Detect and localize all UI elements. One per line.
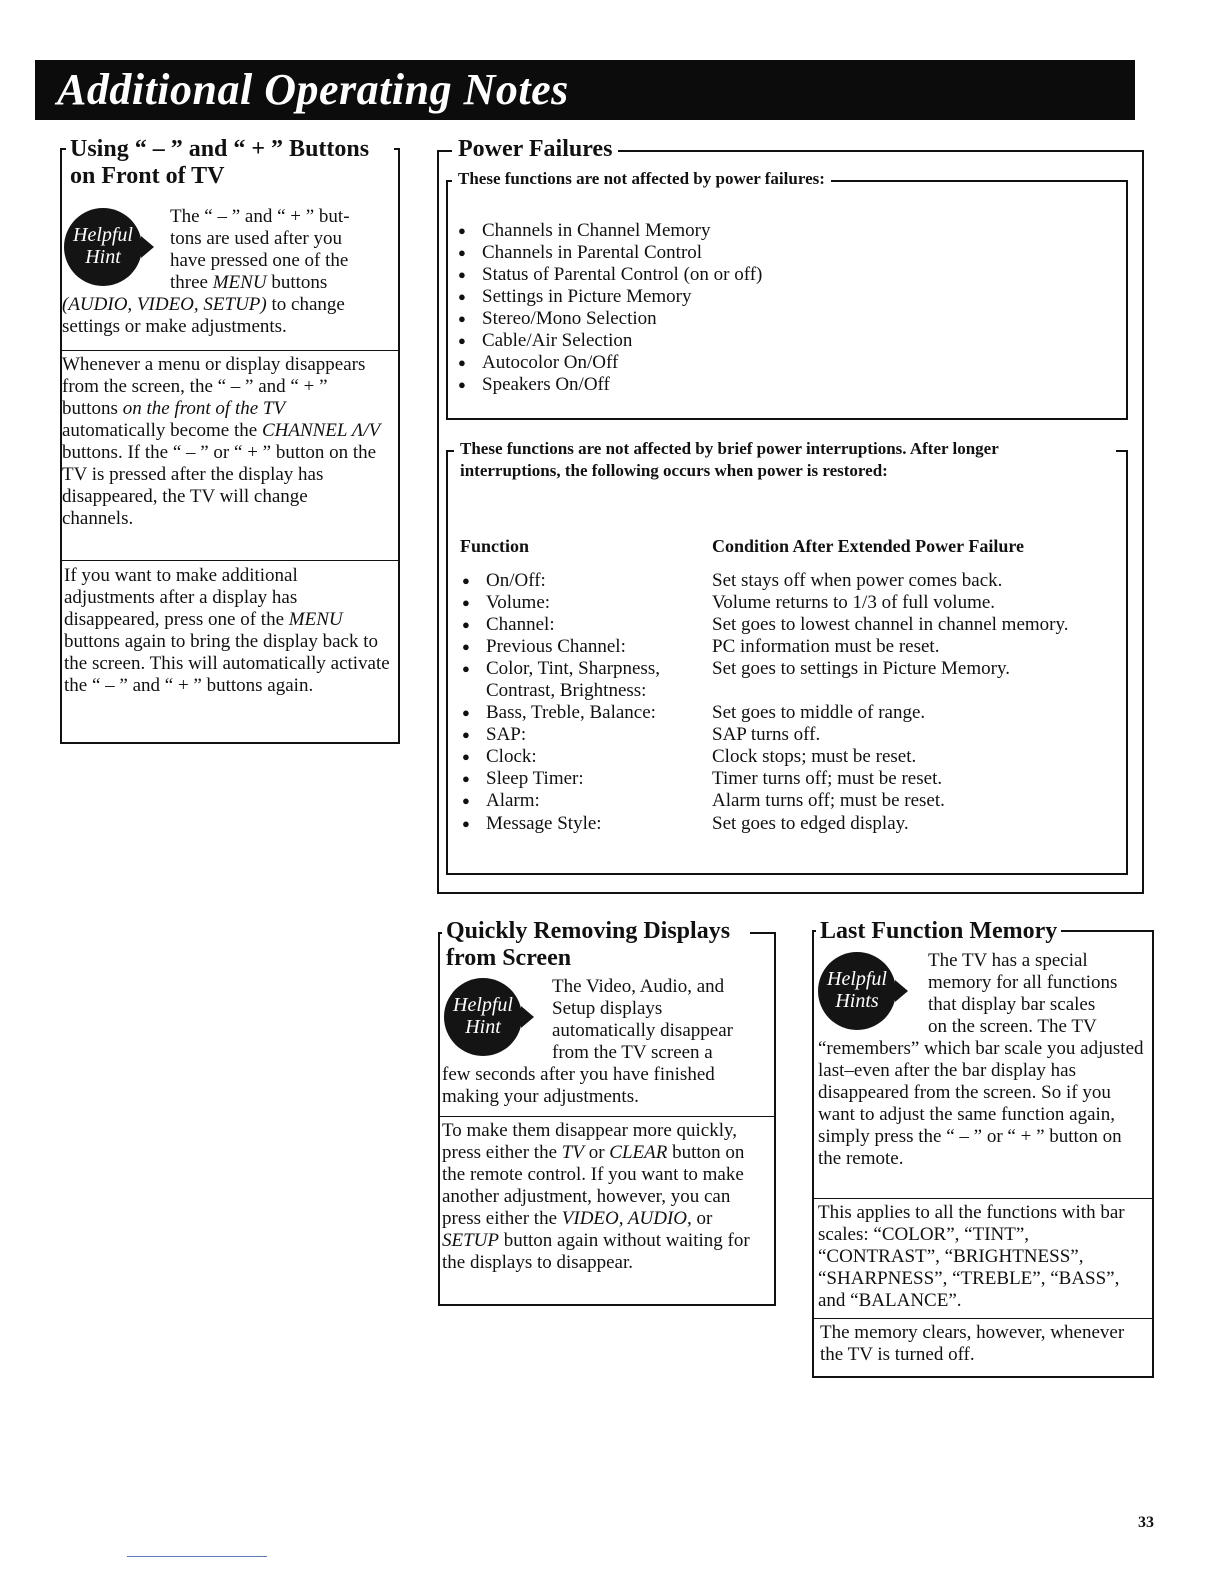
- menu-buttons-term: VIDEO, AUDIO,: [561, 1208, 692, 1229]
- footer-rule: [127, 1556, 267, 1557]
- last-function-para1: [818, 1038, 1144, 1170]
- condition-cell: Set goes to settings in Picture Memory.: [712, 658, 1010, 679]
- para-text: Whenever a menu or display disappears from the screen, the “ – ” and “ + ” buttons: [62, 354, 366, 419]
- plus-minus-heading-line2: on Front of TV: [70, 163, 225, 189]
- divider: [812, 1198, 1154, 1199]
- condition-cell: Volume returns to 1/3 of full volume.: [712, 592, 996, 613]
- condition-cell: Timer turns off; must be reset.: [712, 768, 943, 789]
- setup-button-term: SETUP: [442, 1230, 499, 1251]
- column-header-function: Function: [460, 536, 530, 556]
- list-item: ● Speakers On/Off: [456, 374, 1096, 396]
- para-text: buttons again to bring the display back to the screen. This will automatically activate the “ – ” and “ + ” buttons again.: [64, 631, 390, 696]
- hint-line: automatically disappear: [552, 1020, 733, 1041]
- hint-arrow-icon: [141, 236, 154, 258]
- power-failures-heading: [452, 136, 618, 163]
- unaffected-list: [456, 220, 1096, 396]
- divider: [60, 560, 400, 561]
- hint-line: tons are used after you: [170, 228, 342, 249]
- menu-buttons-term: (AUDIO, VIDEO, SETUP): [62, 294, 267, 315]
- para-text: button on the remote control. If you want to make another adjustment, however, you can press either the: [442, 1142, 745, 1229]
- function-cell-line1: ● Color, Tint, Sharpness,: [486, 658, 660, 679]
- plus-minus-para3: [64, 565, 392, 697]
- para-text: The memory clears, however, whenever the TV is turned off.: [820, 1322, 1125, 1365]
- para-text: buttons. If the “ – ” or “ + ” button on the TV is pressed after the display has disappeared, the TV will change channels.: [62, 442, 377, 529]
- para-text: button again without waiting for the displays to disappear.: [442, 1230, 750, 1273]
- quick-remove-heading-line2: from Screen: [446, 945, 572, 971]
- para-text: or: [691, 1208, 713, 1229]
- list-item: ● Stereo/Mono Selection: [456, 308, 1096, 330]
- para-text: automatically become the: [62, 420, 262, 441]
- brief-title-line1: These functions are not affected by brief power interruptions. After longer: [460, 439, 999, 458]
- para-text: to change settings or make adjustments.: [62, 294, 345, 337]
- hint-line: The “ – ” and “ + ” but-: [170, 206, 350, 227]
- function-cell: ● Channel:: [460, 614, 710, 636]
- last-function-para3: [820, 1322, 1140, 1366]
- clear-button-term: CLEAR: [609, 1142, 668, 1163]
- function-cell: ● Sleep Timer:: [460, 768, 710, 790]
- list-item: ● Autocolor On/Off: [456, 352, 1096, 374]
- hint-line: on the screen. The TV: [928, 1016, 1097, 1037]
- brief-title-line2: interruptions, the following occurs when power is restored:: [460, 461, 888, 480]
- para-text: This applies to all the functions with bar scales: “COLOR”, “TINT”, “CONTRAST”, “BRIGHTNESS”, “SHARPNESS”, “TREBLE”, “BASS”, and “BALANCE”.: [818, 1202, 1125, 1311]
- para-text: three: [170, 272, 213, 293]
- hint-label-line2: Hint: [85, 246, 121, 268]
- power-failure-table: [460, 536, 1160, 846]
- plus-minus-heading-line1: Using “ – ” and “ + ” Buttons: [70, 136, 370, 162]
- plus-minus-para2: [62, 354, 382, 530]
- condition-cell: Set goes to middle of range.: [712, 702, 926, 723]
- condition-cell: Alarm turns off; must be reset.: [712, 790, 945, 811]
- tv-button-term: TV: [561, 1142, 584, 1163]
- condition-cell: Set goes to edged display.: [712, 813, 909, 834]
- para-text: “remembers” which bar scale you adjusted last–even after the bar display has disappeared from the screen. So if you want to adjust the same function again, simply press the “ – ” or “ + ” button on the remote.: [818, 1038, 1144, 1169]
- condition-cell: SAP turns off.: [712, 724, 821, 745]
- divider: [812, 1318, 1154, 1319]
- list-item: ● Cable/Air Selection: [456, 330, 1096, 352]
- hint-line: memory for all functions: [928, 972, 1118, 993]
- last-function-heading: [816, 918, 1061, 945]
- list-item: ● Settings in Picture Memory: [456, 286, 1096, 308]
- condition-cell: PC information must be reset.: [712, 636, 940, 657]
- divider: [60, 350, 400, 351]
- hint-label-line2: Hint: [465, 1016, 501, 1038]
- function-cell: ● SAP:: [460, 724, 710, 746]
- menu-term: MENU: [288, 609, 343, 630]
- para-text: To make them disappear more quickly, press either the: [442, 1120, 738, 1163]
- hint-arrow-icon: [521, 1006, 534, 1028]
- quick-remove-para2: [442, 1120, 772, 1274]
- condition-cell: Clock stops; must be reset.: [712, 746, 917, 767]
- function-cell: ● Bass, Treble, Balance:: [460, 702, 710, 724]
- divider: [438, 1116, 776, 1117]
- unaffected-title-text: These functions are not affected by power failures:: [458, 169, 825, 188]
- function-cell: ● Previous Channel:: [460, 636, 710, 658]
- brief-interruptions-title: [454, 438, 1116, 482]
- quick-remove-heading-line1: Quickly Removing Displays: [446, 918, 731, 944]
- plus-minus-hint-text: [170, 206, 392, 272]
- hint-line: Setup displays: [552, 998, 663, 1019]
- quick-remove-hint-text: [552, 976, 772, 1064]
- front-of-tv-term: on the front of the TV: [122, 398, 286, 419]
- list-item: ● Channels in Channel Memory: [456, 220, 1096, 242]
- list-item: ● Status of Parental Control (on or off): [456, 264, 1096, 286]
- hint-label-line2: Hints: [835, 990, 879, 1012]
- helpful-hints-icon: [818, 952, 896, 1030]
- function-cell: [460, 658, 710, 702]
- hint-line: The Video, Audio, and: [552, 976, 725, 997]
- para-text: few seconds after you have finished making your adjustments.: [442, 1064, 715, 1107]
- hint-line: have pressed one of the: [170, 250, 349, 271]
- quick-remove-heading: [442, 918, 750, 972]
- condition-cell: Set goes to lowest channel in channel memory.: [712, 614, 1069, 635]
- power-failures-title: Power Failures: [458, 136, 613, 162]
- plus-minus-heading: [66, 136, 394, 190]
- page-title: Additional Operating Notes: [57, 65, 569, 114]
- hint-line: The TV has a special: [928, 950, 1088, 971]
- function-cell-line2: Contrast, Brightness:: [486, 680, 647, 701]
- column-header-condition: Condition After Extended Power Failure: [712, 536, 1024, 556]
- last-function-para2: [818, 1202, 1148, 1312]
- para-text: or: [583, 1142, 610, 1163]
- function-cell: ● Message Style:: [460, 813, 710, 835]
- menu-term: MENU: [212, 272, 267, 293]
- channel-term: CHANNEL Λ/V: [261, 420, 381, 441]
- unaffected-title: [452, 168, 831, 190]
- para-text: If you want to make additional adjustments after a display has disappeared, press one of the: [64, 565, 298, 630]
- function-cell: ● Alarm:: [460, 790, 710, 812]
- last-function-title: Last Function Memory: [820, 918, 1058, 944]
- hint-line: from the TV screen a: [552, 1042, 713, 1063]
- hint-line: that display bar scales: [928, 994, 1096, 1015]
- function-cell: ● Volume:: [460, 592, 710, 614]
- page-title-banner: [35, 60, 1135, 120]
- function-cell: ● On/Off:: [460, 570, 710, 592]
- hint-label-line1: Helpful: [453, 994, 513, 1016]
- condition-cell: Set stays off when power comes back.: [712, 570, 1003, 591]
- hint-arrow-icon: [895, 980, 908, 1002]
- plus-minus-para1: [62, 272, 388, 338]
- quick-remove-para1: [442, 1064, 762, 1108]
- para-text: buttons: [266, 272, 328, 293]
- hint-label-line1: Helpful: [827, 968, 887, 990]
- list-item: ● Channels in Parental Control: [456, 242, 1096, 264]
- last-function-hint-text: [928, 950, 1150, 1038]
- page-number: 33: [1138, 1514, 1154, 1531]
- hint-label-line1: Helpful: [73, 224, 133, 246]
- helpful-hint-icon: [444, 978, 522, 1056]
- function-cell: ● Clock:: [460, 746, 710, 768]
